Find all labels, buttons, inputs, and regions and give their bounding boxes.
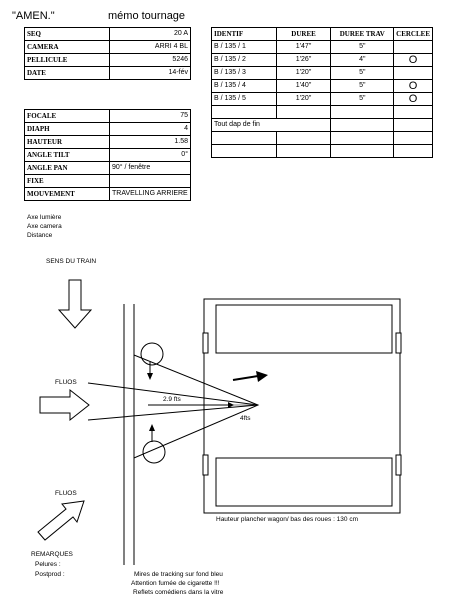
memo-title: mémo tournage (108, 10, 186, 22)
takes-header-duree: DUREE (276, 28, 331, 41)
take-identif: B / 135 / 5 (212, 93, 277, 106)
tech-label: MOUVEMENT (25, 188, 110, 201)
takes-header-cerclee: CERCLEE (394, 28, 433, 41)
info-label: PELLICULE (25, 54, 110, 67)
info-label: SEQ (25, 28, 110, 41)
info-value: 14-fév (110, 67, 191, 80)
take-cerclee: O (394, 54, 433, 67)
take-cerclee: O (394, 93, 433, 106)
take-identif: B / 135 / 1 (212, 41, 277, 54)
tech-label: HAUTEUR (25, 136, 110, 149)
remarks-note-1: Mires de tracking sur fond bleu (134, 571, 223, 578)
take-duree: 1'47" (276, 41, 331, 54)
take-identif: B / 135 / 3 (212, 67, 277, 80)
train-direction-arrow (59, 280, 91, 328)
fluos-label-1: FLUOS (55, 379, 77, 386)
wagon-wall (124, 304, 134, 565)
tech-value: 4 (110, 123, 191, 136)
info-value: 20 A (110, 28, 191, 41)
remarks-postprod: Postprod : (35, 571, 65, 578)
tech-label: ANGLE TILT (25, 149, 110, 162)
legend-distance: Distance (27, 232, 53, 239)
take-duree-trav: 5" (331, 80, 394, 93)
tech-value: 0° (110, 149, 191, 162)
camera-field-triangle (88, 355, 258, 458)
remarks-note-3: Reflets comédiens dans la vitre (133, 589, 224, 596)
legend-camera-axis: Axe camera (27, 223, 62, 230)
take-duree: 1'20" (276, 93, 331, 106)
info-value: ARRI 4 BL (110, 41, 191, 54)
tech-value: 90° / fenêtre (110, 162, 191, 175)
take-identif: B / 135 / 4 (212, 80, 277, 93)
info-label: CAMERA (25, 41, 110, 54)
take-identif: B / 135 / 2 (212, 54, 277, 67)
takes-header-duree-trav: DUREE TRAV (331, 28, 394, 41)
take-duree-trav: 5" (331, 41, 394, 54)
tech-label: FIXE (25, 175, 110, 188)
take-duree-trav: 4" (331, 54, 394, 67)
floor-height-note: Hauteur plancher wagon/ bas des roues : 130 cm (216, 516, 359, 523)
takes-note: Tout dap de fin (212, 119, 277, 132)
tech-value: 75 (110, 110, 191, 123)
train-direction-label: SENS DU TRAIN (46, 258, 97, 265)
distance-outer-label: 4fts (240, 415, 251, 422)
take-cerclee: O (394, 80, 433, 93)
fluo-arrow-icon (40, 390, 89, 420)
tech-label: DIAPH (25, 123, 110, 136)
fluo-arrow-diagonal-icon (38, 501, 84, 540)
take-duree: 1'26" (276, 54, 331, 67)
fluos-label-2: FLUOS (55, 490, 77, 497)
remarks-heading: REMARQUES (31, 551, 73, 558)
tech-value: 1.58 (110, 136, 191, 149)
take-duree-trav: 5" (331, 67, 394, 80)
takes-header-identif: IDENTIF (212, 28, 277, 41)
light-top-icon (141, 343, 163, 380)
tech-value: TRAVELLING ARRIERE (110, 188, 191, 201)
wagon-compartment (203, 299, 401, 513)
remarks-note-2: Attention fumée de cigarette !!! (131, 580, 220, 587)
tech-label: ANGLE PAN (25, 162, 110, 175)
info-value: 5246 (110, 54, 191, 67)
distance-inner-label: 2.9 fts (163, 396, 181, 403)
film-title: "AMEN." (12, 10, 55, 22)
tech-label: FOCALE (25, 110, 110, 123)
light-bottom-icon (143, 424, 165, 463)
take-duree: 1'20" (276, 67, 331, 80)
travelling-arrow-icon (233, 371, 268, 382)
take-duree-trav: 5" (331, 93, 394, 106)
remarks-pelures: Pelures : (35, 561, 61, 568)
info-label: DATE (25, 67, 110, 80)
legend-light-axis: Axe lumière (27, 214, 62, 221)
take-duree: 1'40" (276, 80, 331, 93)
